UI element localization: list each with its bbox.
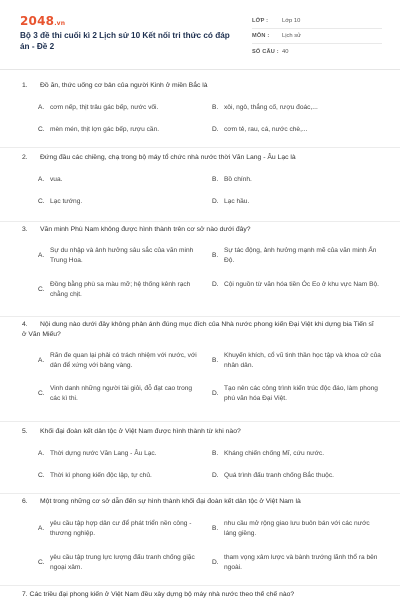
option-d[interactable] <box>212 384 382 403</box>
document-title: Bộ 3 đề thi cuối kì 2 Lịch sử 10 Kết nối tri thức có đáp án - Đề 2 <box>20 31 230 51</box>
document-header <box>0 0 400 70</box>
option-letter: D. <box>212 389 219 397</box>
option-text: Thời dựng nước Văn Lang - Âu Lạc. <box>50 450 157 457</box>
option-text: Thời kì phong kiến độc lập, tự chủ. <box>50 472 152 479</box>
meta-value: Lớp 10 <box>282 18 301 24</box>
option-letter: B. <box>212 251 219 259</box>
option-letter: A. <box>38 251 45 259</box>
site-logo[interactable] <box>20 14 65 28</box>
option-text: nhu cầu mở rộng giao lưu buôn bán với các nước láng giềng. <box>224 520 370 537</box>
question-number: 3. <box>22 226 28 233</box>
option-c[interactable] <box>38 197 203 207</box>
option-b[interactable] <box>212 449 382 459</box>
option-text: yêu cầu tập hợp dân cư để phát triển nền công - thương nghiệp. <box>50 520 192 537</box>
option-letter: B. <box>212 524 219 532</box>
question-1 <box>0 70 400 148</box>
question-7-partial: 7. Các triều đại phong kiến ở Việt Nam đều xây dựng bộ máy nhà nước theo thể chế nào? <box>22 591 295 598</box>
question-body: Đồ ăn, thức uống cơ bản của người Kinh ở miền Bắc là <box>40 82 208 89</box>
option-c[interactable] <box>38 280 203 299</box>
option-text: Lạc tướng. <box>50 198 83 205</box>
option-c[interactable] <box>38 125 203 135</box>
option-d[interactable] <box>212 197 382 207</box>
question-text <box>22 81 378 91</box>
question-number: 6. <box>22 498 28 505</box>
option-text: Sự du nhập và ảnh hưởng sâu sắc của văn minh Trung Hoa. <box>50 247 194 264</box>
option-letter: C. <box>38 126 45 133</box>
meta-value: Lịch sử <box>282 33 302 39</box>
option-d[interactable] <box>212 553 382 572</box>
meta-row-class <box>252 14 382 29</box>
option-b[interactable] <box>212 519 382 538</box>
option-a[interactable] <box>38 449 203 459</box>
option-a[interactable] <box>38 246 203 265</box>
question-body: Đứng đầu các chiềng, chạ trong bộ máy tổ chức nhà nước thời Văn Lang - Âu Lạc là <box>40 154 296 161</box>
question-body: Một trong những cơ sở dẫn đến sự hình thành khối đại đoàn kết dân tộc ở Việt Nam là <box>40 498 301 505</box>
option-b[interactable] <box>212 246 382 265</box>
question-text <box>22 225 378 235</box>
option-c[interactable] <box>38 384 203 403</box>
document-meta <box>252 14 382 59</box>
option-a[interactable] <box>38 519 203 538</box>
meta-key: SỐ CÂU : <box>252 48 279 55</box>
option-letter: D. <box>212 472 219 479</box>
option-letter: D. <box>212 126 219 133</box>
option-letter: D. <box>212 558 219 566</box>
option-letter: B. <box>212 176 219 183</box>
option-letter: C. <box>38 472 45 479</box>
question-text <box>22 427 378 437</box>
option-d[interactable] <box>212 280 382 290</box>
option-letter: B. <box>212 450 219 457</box>
option-letter: B. <box>212 104 219 111</box>
option-text: xôi, ngô, thắng cố, rượu đoác,... <box>224 104 318 111</box>
option-text: Tạo nên các công trình kiến trúc độc đáo, làm phong phú văn hóa Đại Việt. <box>224 385 378 402</box>
option-letter: A. <box>38 104 45 111</box>
option-letter: A. <box>38 524 45 532</box>
option-a[interactable] <box>38 351 203 370</box>
option-letter: C. <box>38 558 45 566</box>
option-text: Đồng bằng phù sa màu mỡ; hệ thống kênh rạch chằng chịt. <box>50 281 191 298</box>
option-text: tham vọng xâm lược và bành trướng lãnh thổ ra bên ngoài. <box>224 554 378 571</box>
question-text <box>22 153 378 163</box>
option-text: cơm nếp, thịt trâu gác bếp, nước vối. <box>50 104 159 111</box>
logo-main: 2048 <box>20 14 55 28</box>
option-text: Vinh danh những người tài giỏi, đỗ đạt cao trong các kì thi. <box>50 385 193 402</box>
meta-key: LỚP : <box>252 18 269 24</box>
option-letter: A. <box>38 356 45 364</box>
question-text <box>22 320 378 340</box>
option-letter: A. <box>38 176 45 183</box>
option-text: Sự tác động, ảnh hưởng mạnh mẽ của văn minh Ấn Độ. <box>224 247 377 264</box>
meta-key: MÔN : <box>252 33 270 39</box>
option-c[interactable] <box>38 553 203 572</box>
meta-value: 40 <box>282 48 289 55</box>
meta-row-count <box>252 44 382 59</box>
logo-suffix: .vn <box>54 20 66 27</box>
option-b[interactable] <box>212 103 382 113</box>
option-text: Kháng chiến chống Mĩ, cứu nước. <box>224 450 325 457</box>
question-text <box>22 497 378 507</box>
option-letter: D. <box>212 198 219 205</box>
question-body: Khối đại đoàn kết dân tộc ở Việt Nam được hình thành từ khi nào? <box>40 428 241 435</box>
option-text: Lạc hầu. <box>224 198 250 205</box>
question-2 <box>0 148 400 222</box>
option-letter: C. <box>38 285 45 293</box>
question-number: 5. <box>22 428 28 435</box>
question-3 <box>0 222 400 317</box>
option-text: yêu cầu tập trung lực lượng đấu tranh chống giặc ngoại xâm. <box>50 554 195 571</box>
question-body: Văn minh Phù Nam không được hình thành trên cơ sở nào dưới đây? <box>40 226 251 233</box>
question-number: 1. <box>22 82 28 89</box>
option-d[interactable] <box>212 471 382 481</box>
option-letter: C. <box>38 389 45 397</box>
option-d[interactable] <box>212 125 382 135</box>
option-text: Khuyến khích, cổ vũ tinh thần học tập và khoa cử của nhân dân. <box>224 352 381 369</box>
option-text: Quá trình đấu tranh chống Bắc thuộc. <box>224 472 334 479</box>
option-text: Răn đe quan lại phải có trách nhiệm với nước, với dân để xứng với bảng vàng. <box>50 352 197 369</box>
question-5 <box>0 422 400 494</box>
option-text: Cội nguồn từ văn hóa tiền Óc Eo ở khu vực Nam Bộ. <box>224 281 379 288</box>
question-body: Nội dung nào dưới đây không phản ánh đúng mục đích của Nhà nước phong kiến Đại Việt khi dựng bia Tiến sĩ ở Văn Miếu? <box>22 321 374 338</box>
option-text: cơm tẻ, rau, cá, nước chè,... <box>224 126 308 133</box>
option-letter: A. <box>38 450 45 457</box>
question-6 <box>0 494 400 586</box>
question-number: 4. <box>22 321 28 328</box>
option-b[interactable] <box>212 351 382 370</box>
option-text: vua. <box>50 176 63 183</box>
option-text: Bồ chính. <box>224 176 252 183</box>
option-b[interactable] <box>212 175 382 185</box>
option-letter: B. <box>212 356 219 364</box>
question-4 <box>0 317 400 422</box>
meta-row-subject <box>252 29 382 44</box>
option-a[interactable] <box>38 103 203 113</box>
option-text: mèn mén, thịt lợn gác bếp, rượu cần. <box>50 126 160 133</box>
option-c[interactable] <box>38 471 203 481</box>
option-letter: D. <box>212 281 219 288</box>
option-letter: C. <box>38 198 45 205</box>
question-number: 2. <box>22 154 28 161</box>
option-a[interactable] <box>38 175 203 185</box>
